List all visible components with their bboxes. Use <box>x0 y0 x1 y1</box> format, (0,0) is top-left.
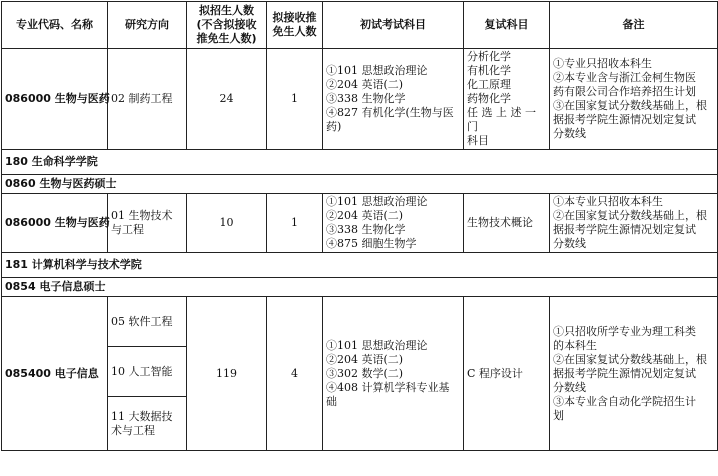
retest-line: 分析化学 <box>467 50 511 63</box>
exam-line: ④875 细胞生物学 <box>326 237 417 250</box>
header-direction: 研究方向 <box>108 2 187 49</box>
exempt-cell: 1 <box>267 194 323 253</box>
exempt-cell: 4 <box>267 297 323 451</box>
header-note: 备注 <box>550 2 718 49</box>
exam-line: ④827 有机化学(生物与医 <box>326 106 454 119</box>
note-cell <box>550 49 718 150</box>
exam-line: ①101 思想政治理论 <box>326 338 428 352</box>
prelim-subjects-cell <box>323 194 464 253</box>
note-cell <box>550 297 718 451</box>
major-row-0854 <box>2 278 718 297</box>
prelim-subjects-cell <box>323 49 464 150</box>
major-code-cell: 086000 生物与医药 <box>2 49 108 150</box>
direction-line: 与工程 <box>111 223 144 236</box>
exam-line: ②204 英语(二) <box>326 78 404 91</box>
retest-subjects-cell: C 程序设计 <box>464 297 550 451</box>
direction-line: 11 大数据技 <box>111 409 173 423</box>
table-row-electronic-info <box>2 297 718 347</box>
major-code-cell: 085400 电子信息 <box>2 297 108 451</box>
planned-cell: 119 <box>187 297 267 451</box>
exempt-cell: 1 <box>267 49 323 150</box>
note-line: ②在国家复试分数线基础上，根 <box>553 209 707 222</box>
college-title: 181 计算机科学与技术学院 <box>2 253 718 278</box>
exam-line: 础 <box>326 394 337 408</box>
planned-cell: 10 <box>187 194 267 253</box>
college-title: 180 生命科学学院 <box>2 150 718 175</box>
note-line: ②本专业含与浙江金柯生物医 <box>553 71 696 84</box>
exam-line: ②204 英语(二) <box>326 352 404 366</box>
note-line: ③本专业含自动化学院招生计 <box>553 394 696 408</box>
header-prelim: 初试考试科目 <box>323 2 464 49</box>
note-line: 据报考学院生源情况划定复试 <box>553 223 696 236</box>
major-title: 0860 生物与医药硕士 <box>2 175 718 194</box>
note-line: ①专业只招收本科生 <box>553 57 652 70</box>
note-line: 据报考学院生源情况划定复试 <box>553 113 696 126</box>
note-line: 分数线 <box>553 380 586 394</box>
major-row-0860 <box>2 175 718 194</box>
header-code: 专业代码、名称 <box>2 2 108 49</box>
header-exempt-line1: 拟接收推 <box>272 11 317 24</box>
exam-line: ③338 生物化学 <box>326 223 406 236</box>
exam-line: ③302 数学(二) <box>326 366 404 380</box>
table-row-pharma-engineering <box>2 49 718 150</box>
note-line: 的本科生 <box>553 338 597 352</box>
retest-line: 科目 <box>467 134 489 147</box>
major-title: 0854 电子信息硕士 <box>2 278 718 297</box>
retest-line: 化工原理 <box>467 78 511 91</box>
header-planned <box>187 2 267 49</box>
direction-cell: 10 人工智能 <box>108 347 187 397</box>
direction-cell: 05 软件工程 <box>108 297 187 347</box>
direction-line: 01 生物技术 <box>111 209 173 222</box>
prelim-subjects-cell <box>323 297 464 451</box>
retest-line: 任 选 上 述 一 门 <box>467 106 536 133</box>
note-line: ②在国家复试分数线基础上，根 <box>553 352 707 366</box>
direction-cell <box>108 194 187 253</box>
header-exempt <box>267 2 323 49</box>
header-retest: 复试科目 <box>464 2 550 49</box>
retest-subjects-cell: 生物技术概论 <box>464 194 550 253</box>
note-line: 药有限公司合作培养招生计划 <box>553 85 696 98</box>
exam-line: ①101 思想政治理论 <box>326 64 428 77</box>
direction-cell <box>108 397 187 451</box>
major-code-cell: 086000 生物与医药 <box>2 194 108 253</box>
exam-line: ④408 计算机学科专业基 <box>326 380 450 394</box>
retest-line: 药物化学 <box>467 92 511 105</box>
exam-line: ③338 生物化学 <box>326 92 406 105</box>
header-planned-line2: (不含拟接收 <box>196 18 257 31</box>
header-planned-line3: 推免生人数) <box>196 32 257 45</box>
note-line: 据报考学院生源情况划定复试 <box>553 366 696 380</box>
planned-cell: 24 <box>187 49 267 150</box>
header-planned-line1: 拟招生人数 <box>199 4 254 17</box>
exam-line: ①101 思想政治理论 <box>326 195 428 208</box>
retest-subjects-cell <box>464 49 550 150</box>
retest-line: 有机化学 <box>467 64 511 77</box>
header-exempt-line2: 免生人数 <box>272 25 317 38</box>
exam-line: ②204 英语(二) <box>326 209 404 222</box>
table-row-biotech <box>2 194 718 253</box>
note-line: 分数线 <box>553 127 586 140</box>
admissions-table <box>1 1 718 451</box>
header-row <box>2 2 718 49</box>
note-line: 分数线 <box>553 237 586 250</box>
note-cell <box>550 194 718 253</box>
direction-line: 术与工程 <box>111 423 155 437</box>
note-line: ③在国家复试分数线基础上，根 <box>553 99 707 112</box>
college-row-180 <box>2 150 718 175</box>
note-line: ①本专业只招收本科生 <box>553 195 663 208</box>
exam-line: 药) <box>326 120 342 133</box>
direction-cell: 02 制药工程 <box>108 49 187 150</box>
college-row-181 <box>2 253 718 278</box>
note-line: 划 <box>553 408 564 422</box>
note-line: ①只招收所学专业为理工科类 <box>553 324 696 338</box>
